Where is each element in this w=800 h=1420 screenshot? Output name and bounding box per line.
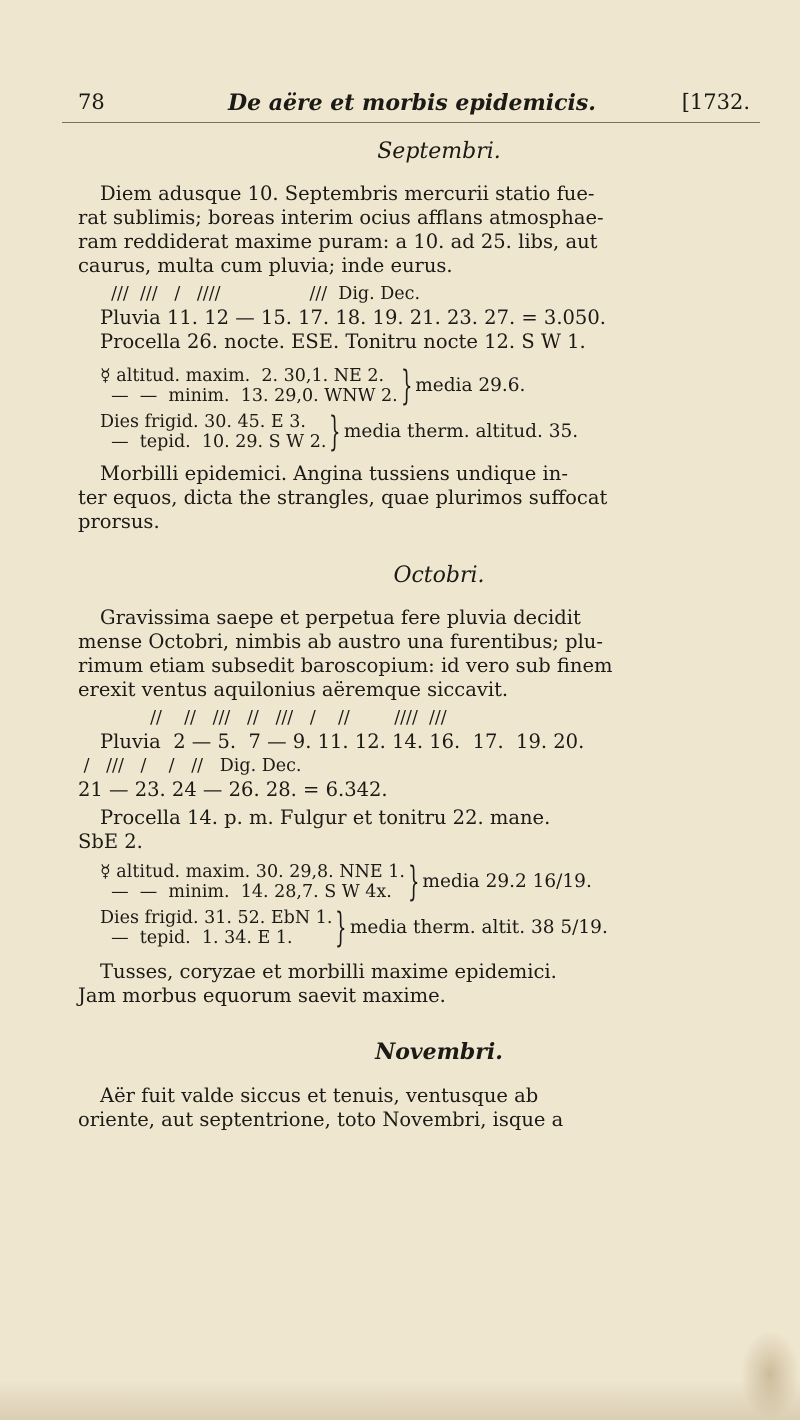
brace-icon: }	[407, 859, 420, 905]
september-paragraph: Diem adusque 10. Septembris mercurii statio fue- rat sublimis; boreas interim ocius afflans atmosphae- ram reddiderat maxime puram: a 10. ad 25. libs, aut caurus, multa cum pluvia; inde eurus.	[78, 182, 604, 277]
rain-marks-2: / /// / / // Dig. Dec.	[78, 756, 302, 776]
rain-days-2: 21 — 23. 24 — 26. 28. = 6.342.	[78, 778, 388, 801]
rain-days: Pluvia 2 — 5. 7 — 9. 11. 12. 14. 16. 17. 19. 20.	[100, 730, 585, 753]
rain-marks: /// /// / //// /// Dig. Dec.	[100, 284, 421, 304]
september-diseases: Morbilli epidemici. Angina tussiens undique in- ter equos, dicta the strangles, quae plurimos suffocat prorsus.	[78, 462, 608, 533]
september-barometer: ☿ altitud. maxim. 2. 30,1. NE 2. — — minim. 13. 29,0. WNW 2. } media 29.6. Dies frigid. 30. 45. E 3. — tepid. 10. 29. S W 2. } media therm. altitud. 35.	[100, 363, 579, 455]
storm-line: Procella 26. nocte. ESE. Tonitru nocte 12. S W 1.	[100, 330, 586, 353]
november-paragraph: Aër fuit valde siccus et tenuis, ventusque ab oriente, aut septentrione, toto Novembri, isque a	[78, 1084, 564, 1131]
page-header	[78, 90, 760, 120]
october-storm: Procella 14. p. m. Fulgur et tonitru 22. mane. SbE 2.	[78, 806, 551, 853]
september-rain-block	[100, 282, 760, 354]
running-title: De aëre et morbis epidemicis.	[228, 90, 596, 116]
rain-marks: // // /// // /// / // //// ///	[100, 708, 447, 728]
header-rule	[62, 122, 760, 123]
paper-stain	[0, 1380, 800, 1420]
october-rain-block	[78, 706, 760, 802]
year-marker: [1732.	[681, 90, 750, 114]
brace-icon: }	[335, 905, 347, 951]
october-barometer: ☿ altitud. maxim. 30. 29,8. NNE 1. — — minim. 14. 28,7. S W 4x. } media 29.2 16/19. Dies frigid. 31. 52. EbN 1. — tepid. 1. 34. E 1. } media therm. altit. 38 5/19.	[100, 859, 608, 951]
brace-icon: }	[400, 363, 413, 409]
section-title-september: Septembri.	[377, 139, 501, 164]
brace-icon: }	[329, 409, 341, 455]
section-title-october: Octobri.	[393, 563, 485, 588]
rain-days: Pluvia 11. 12 — 15. 17. 18. 19. 21. 23. 27. = 3.050.	[100, 306, 606, 329]
october-diseases: Tusses, coryzae et morbilli maxime epidemici. Jam morbus equorum saevit maxime.	[78, 960, 557, 1007]
october-paragraph: Gravissima saepe et perpetua fere pluvia decidit mense Octobri, nimbis ab austro una furentibus; plu- rimum etiam subsedit baroscopium: id vero sub finem erexit ventus aquilonius aëremque siccavit.	[78, 606, 613, 701]
section-title-november: Novembri.	[375, 1039, 503, 1065]
page-number: 78	[78, 90, 105, 114]
